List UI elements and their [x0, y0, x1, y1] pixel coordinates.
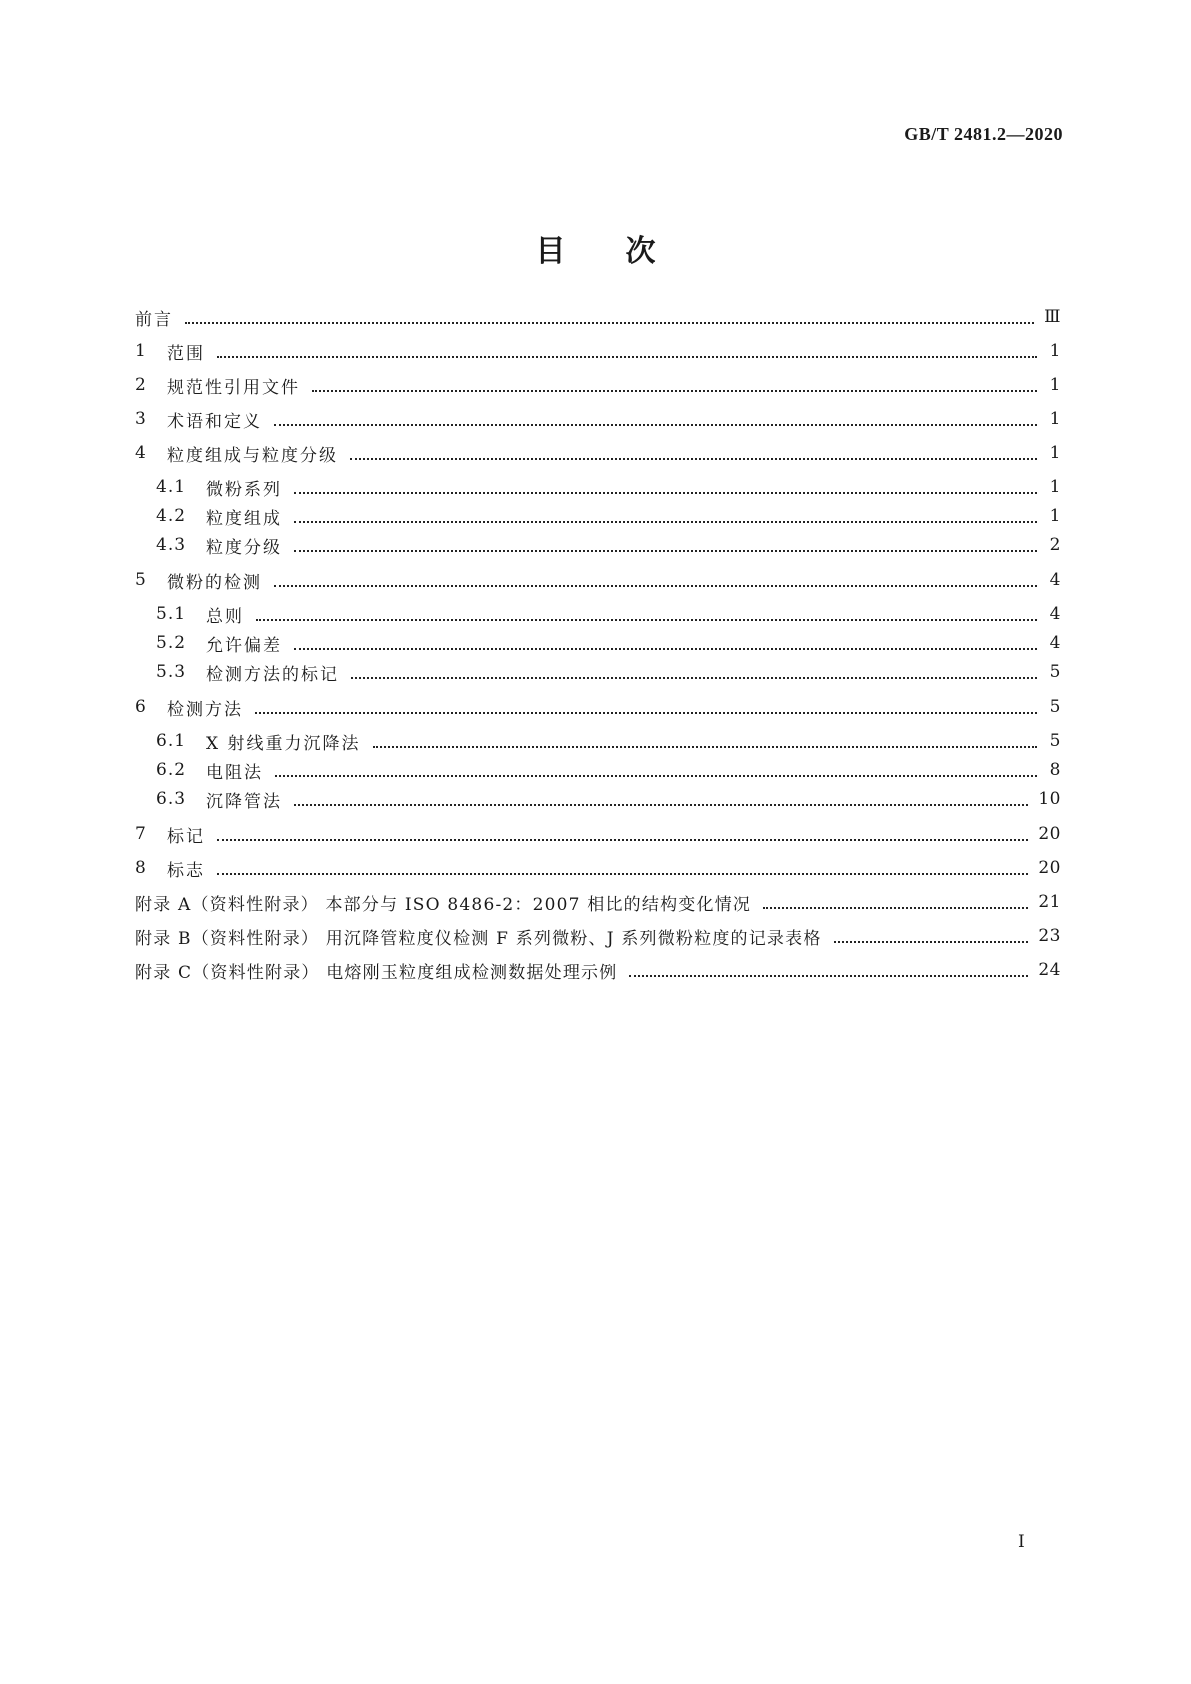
dot-leader — [294, 648, 1037, 650]
toc-entry-label: 微粉系列 — [206, 479, 282, 500]
toc-entry-5-1[interactable] — [135, 601, 1061, 627]
toc-entry-number: 5.3 — [156, 662, 187, 682]
toc-entry-page: 5 — [1049, 697, 1061, 717]
dot-leader — [373, 746, 1037, 748]
toc-entry-page: 5 — [1049, 731, 1061, 751]
dot-leader — [217, 356, 1037, 358]
toc-entry-number: 1 — [135, 341, 147, 361]
dot-leader — [294, 550, 1037, 552]
toc-entry-5-2[interactable] — [135, 630, 1061, 656]
toc-entry-page: 24 — [1038, 960, 1061, 980]
toc-entry-number: 5 — [135, 570, 147, 590]
dot-leader — [217, 839, 1028, 841]
toc-entry-number: 7 — [135, 824, 147, 844]
toc-entry-number: 4.1 — [156, 477, 187, 497]
toc-entry-label: 检测方法 — [167, 699, 243, 720]
dot-leader — [275, 775, 1037, 777]
page-title — [0, 226, 1191, 270]
dot-leader — [185, 322, 1034, 324]
toc-entry-page: 1 — [1049, 443, 1061, 463]
dot-leader — [629, 975, 1028, 977]
dot-leader — [294, 804, 1028, 806]
toc-entry-page: 21 — [1038, 892, 1061, 912]
toc-entry-5[interactable] — [135, 567, 1061, 593]
toc-entry-label: X 射线重力沉降法 — [206, 733, 361, 754]
toc-entry-number: 5.1 — [156, 604, 187, 624]
toc-entry-label: 标志 — [167, 860, 205, 881]
toc-entry-page: 23 — [1038, 926, 1061, 946]
toc-entry-label: 电阻法 — [206, 762, 263, 783]
toc-entry-number: 6.2 — [156, 760, 187, 780]
toc-entry-label: 检测方法的标记 — [206, 664, 339, 685]
toc-entry-label: 总则 — [206, 606, 244, 627]
toc-entry-page: 1 — [1049, 506, 1061, 526]
toc-entry-page: 5 — [1049, 662, 1061, 682]
toc-entry-number: 2 — [135, 375, 147, 395]
dot-leader — [763, 907, 1028, 909]
page-number: I — [1018, 1532, 1025, 1552]
toc-entry-4-2[interactable] — [135, 503, 1061, 529]
dot-leader — [255, 712, 1037, 714]
toc-entry-4[interactable] — [135, 440, 1061, 466]
toc-entry-page: 8 — [1049, 760, 1061, 780]
dot-leader — [274, 424, 1037, 426]
toc-entry-6-2[interactable] — [135, 757, 1061, 783]
dot-leader — [312, 390, 1037, 392]
toc-entry-label: 沉降管法 — [206, 791, 282, 812]
toc-entry-number: 6.1 — [156, 731, 187, 751]
toc-entry-label: 规范性引用文件 — [167, 377, 300, 398]
toc-entry-page: 10 — [1038, 789, 1061, 809]
toc-entry-appendix-b[interactable] — [135, 923, 1061, 949]
toc-entry-page: 4 — [1049, 604, 1061, 624]
toc-entry-6-3[interactable] — [135, 786, 1061, 812]
toc-entry-6-1[interactable] — [135, 728, 1061, 754]
toc-entry-7[interactable] — [135, 821, 1061, 847]
toc-entry-label: 术语和定义 — [167, 411, 262, 432]
toc-entry-label: 前言 — [135, 309, 173, 330]
toc-entry-label: 标记 — [167, 826, 205, 847]
dot-leader — [350, 458, 1037, 460]
toc-entry-1[interactable] — [135, 338, 1061, 364]
dot-leader — [834, 941, 1029, 943]
toc-entry-page: 20 — [1038, 858, 1061, 878]
toc-entry-appendix-a[interactable] — [135, 889, 1061, 915]
dot-leader — [217, 873, 1028, 875]
toc-entry-5-3[interactable] — [135, 659, 1061, 685]
toc-entry-page: 1 — [1049, 477, 1061, 497]
toc-entry-3[interactable] — [135, 406, 1061, 432]
toc-entry-label: 微粉的检测 — [167, 572, 262, 593]
toc-entry-page: 1 — [1049, 375, 1061, 395]
toc-entry-foreword[interactable] — [135, 304, 1061, 330]
title-part-1: 目 — [535, 234, 566, 269]
toc-entry-page: 1 — [1049, 341, 1061, 361]
toc-entry-appendix-c[interactable] — [135, 957, 1061, 983]
toc-entry-number: 8 — [135, 858, 147, 878]
title-part-2: 次 — [625, 234, 656, 269]
toc-entry-4-1[interactable] — [135, 474, 1061, 500]
toc-entry-label: 附录 A（资料性附录） 本部分与 ISO 8486-2：2007 相比的结构变化情况 — [135, 894, 752, 915]
toc-entry-number: 5.2 — [156, 633, 187, 653]
toc-entry-number: 3 — [135, 409, 147, 429]
toc-entry-number: 4.2 — [156, 506, 187, 526]
dot-leader — [294, 521, 1037, 523]
toc-entry-label: 粒度组成 — [206, 508, 282, 529]
toc-entry-2[interactable] — [135, 372, 1061, 398]
toc-entry-label: 附录 B（资料性附录） 用沉降管粒度仪检测 F 系列微粉、J 系列微粉粒度的记录表格 — [135, 928, 822, 949]
toc-entry-label: 粒度分级 — [206, 537, 282, 558]
dot-leader — [256, 619, 1037, 621]
toc-entry-4-3[interactable] — [135, 532, 1061, 558]
toc-entry-number: 4.3 — [156, 535, 187, 555]
toc-entry-page: 4 — [1049, 633, 1061, 653]
toc-entry-page: 1 — [1049, 409, 1061, 429]
toc-entry-label: 粒度组成与粒度分级 — [167, 445, 338, 466]
toc-entry-page: 20 — [1038, 824, 1061, 844]
toc-entry-label: 范围 — [167, 343, 205, 364]
toc-entry-number: 6.3 — [156, 789, 187, 809]
standard-number-text: GB/T 2481.2—2020 — [904, 124, 1063, 144]
dot-leader — [351, 677, 1037, 679]
toc-entry-page: 4 — [1049, 570, 1061, 590]
toc-entry-page: 2 — [1049, 535, 1061, 555]
toc-entry-page: Ⅲ — [1044, 307, 1061, 327]
toc-entry-8[interactable] — [135, 855, 1061, 881]
dot-leader — [274, 585, 1037, 587]
toc-entry-6[interactable] — [135, 694, 1061, 720]
toc-entry-number: 6 — [135, 697, 147, 717]
toc-entry-label: 允许偏差 — [206, 635, 282, 656]
toc-entry-number: 4 — [135, 443, 147, 463]
standard-number — [904, 124, 1063, 145]
dot-leader — [294, 492, 1037, 494]
toc-entry-label: 附录 C（资料性附录） 电熔刚玉粒度组成检测数据处理示例 — [135, 962, 618, 983]
